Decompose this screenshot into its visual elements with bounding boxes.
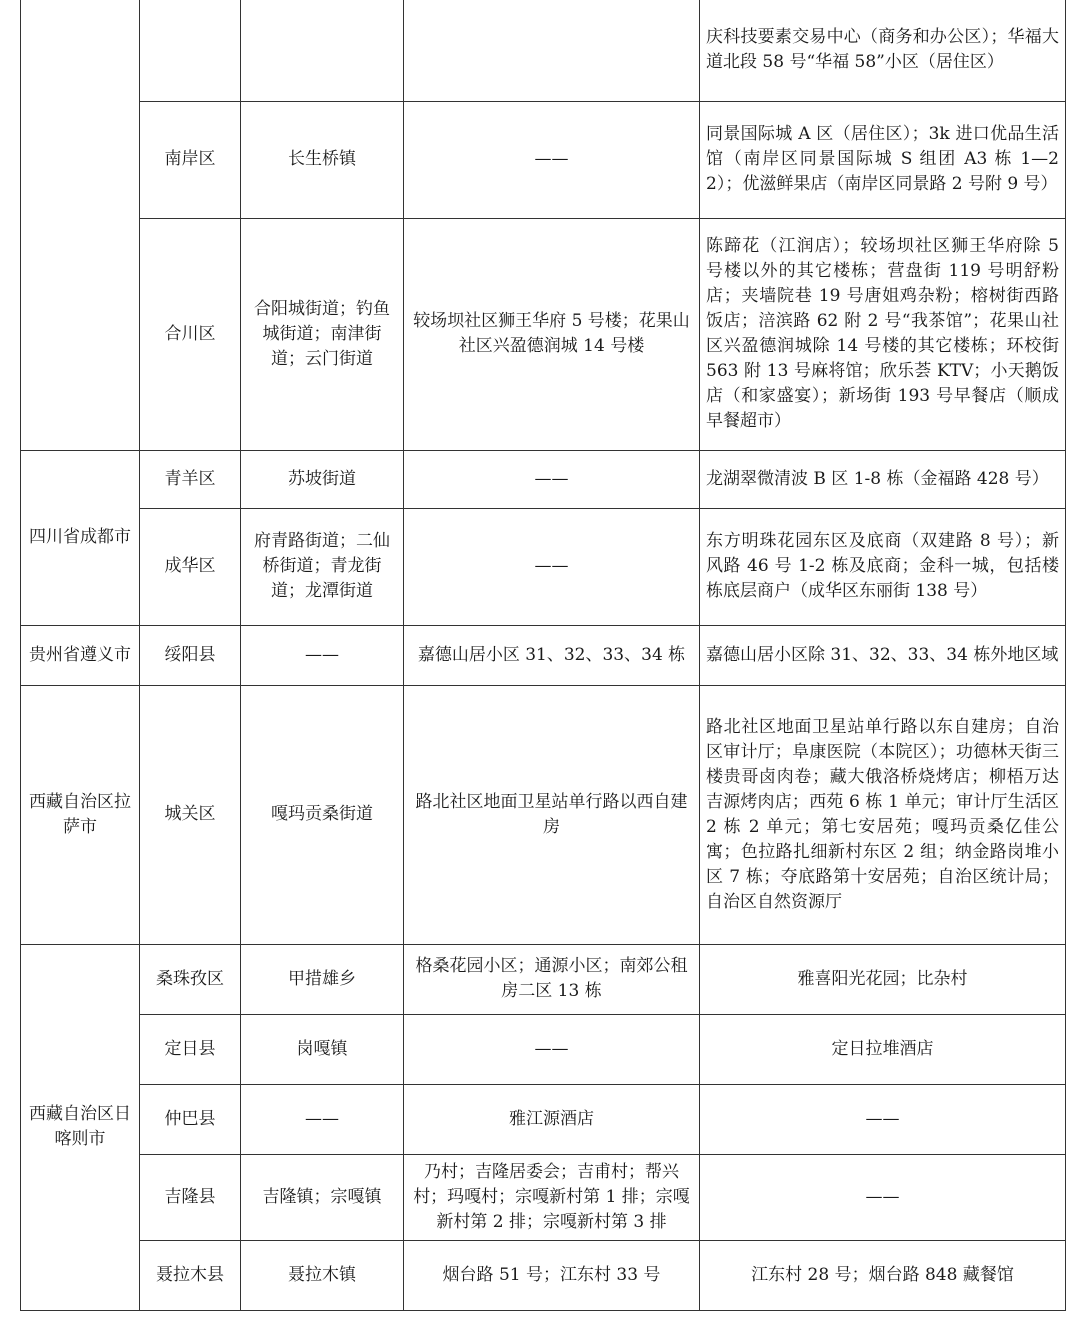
high-risk-cell [404,0,700,101]
mid-risk-cell: —— [700,1154,1066,1240]
district-cell [140,0,241,101]
mid-risk-cell: 同景国际城 A 区（居住区）；3k 进口优品生活馆（南岸区同景国际城 S 组团 A3 栋 1—22）；优滋鲜果店（南岸区同景路 2 号附 9 号） [700,101,1066,218]
table-row [21,508,1066,625]
table-row [21,1240,1066,1310]
street-cell: 苏坡街道 [241,450,404,508]
high-risk-cell: 较场坝社区狮王华府 5 号楼；花果山社区兴盈德润城 14 号楼 [404,218,700,450]
high-risk-cell: 嘉德山居小区 31、32、33、34 栋 [404,625,700,685]
table-row [21,218,1066,450]
mid-risk-cell: 定日拉堆酒店 [700,1014,1066,1084]
table-row [21,685,1066,944]
high-risk-cell: —— [404,450,700,508]
mid-risk-cell: 江东村 28 号；烟台路 848 藏餐馆 [700,1240,1066,1310]
district-cell: 聂拉木县 [140,1240,241,1310]
street-cell: 岗嘎镇 [241,1014,404,1084]
district-cell: 桑珠孜区 [140,944,241,1014]
district-cell: 合川区 [140,218,241,450]
district-cell: 南岸区 [140,101,241,218]
high-risk-cell: 雅江源酒店 [404,1084,700,1154]
table-row [21,625,1066,685]
district-cell: 城关区 [140,685,241,944]
table-row [21,944,1066,1014]
table-row [21,1084,1066,1154]
table-row [21,101,1066,218]
province-cell: 西藏自治区拉萨市 [21,685,140,944]
mid-risk-cell: —— [700,1084,1066,1154]
street-cell: —— [241,1084,404,1154]
district-cell: 青羊区 [140,450,241,508]
district-cell: 绥阳县 [140,625,241,685]
high-risk-cell: 烟台路 51 号；江东村 33 号 [404,1240,700,1310]
street-cell: —— [241,625,404,685]
street-cell: 聂拉木镇 [241,1240,404,1310]
mid-risk-cell: 嘉德山居小区除 31、32、33、34 栋外地区域 [700,625,1066,685]
table-row [21,1154,1066,1240]
mid-risk-cell: 雅喜阳光花园；比杂村 [700,944,1066,1014]
high-risk-cell: —— [404,1014,700,1084]
risk-area-table [20,0,1066,1311]
district-cell: 吉隆县 [140,1154,241,1240]
district-cell: 定日县 [140,1014,241,1084]
high-risk-cell: 乃村；吉隆居委会；吉甫村；帮兴村；玛嘎村；宗嘎新村第 1 排；宗嘎新村第 2 排；宗嘎新村第 3 排 [404,1154,700,1240]
mid-risk-cell: 东方明珠花园东区及底商（双建路 8 号）；新风路 46 号 1-2 栋及底商；金科一城，包括楼栋底层商户（成华区东丽街 138 号） [700,508,1066,625]
province-cell: 四川省成都市 [21,450,140,625]
province-cell: 贵州省遵义市 [21,625,140,685]
mid-risk-cell: 陈蹄花（江润店）；较场坝社区狮王华府除 5 号楼以外的其它楼栋；营盘街 119 号明舒粉店；夹墙院巷 19 号唐姐鸡杂粉；榕树街西路饭店；涪滨路 62 附 2 号“我茶馆”；花果山社区兴盈德润城除 14 号楼的其它楼栋；环校街 563 附 13 号麻将馆；欣乐荟 KTV；小天鹅饭店（和家盛宴）；新场街 193 号早餐店（顺成早餐超市） [700,218,1066,450]
province-cell: 西藏自治区日喀则市 [21,944,140,1310]
province-cell [21,0,140,450]
high-risk-cell: —— [404,101,700,218]
street-cell [241,0,404,101]
street-cell: 嘎玛贡桑街道 [241,685,404,944]
table-row [21,450,1066,508]
street-cell: 吉隆镇；宗嘎镇 [241,1154,404,1240]
street-cell: 府青路街道；二仙桥街道；青龙街道；龙潭街道 [241,508,404,625]
street-cell: 合阳城街道；钓鱼城街道；南津街道；云门街道 [241,218,404,450]
table-row [21,1014,1066,1084]
high-risk-cell: —— [404,508,700,625]
mid-risk-cell: 庆科技要素交易中心（商务和办公区）；华福大道北段 58 号“华福 58”小区（居住区） [700,0,1066,101]
district-cell: 仲巴县 [140,1084,241,1154]
mid-risk-cell: 龙湖翠微清波 B 区 1-8 栋（金福路 428 号） [700,450,1066,508]
street-cell: 甲措雄乡 [241,944,404,1014]
district-cell: 成华区 [140,508,241,625]
high-risk-cell: 格桑花园小区；通源小区；南郊公租房二区 13 栋 [404,944,700,1014]
high-risk-cell: 路北社区地面卫星站单行路以西自建房 [404,685,700,944]
table-row [21,0,1066,101]
street-cell: 长生桥镇 [241,101,404,218]
mid-risk-cell: 路北社区地面卫星站单行路以东自建房；自治区审计厅；阜康医院（本院区）；功德林天街三楼贵哥卤肉卷；藏大俄洛桥烧烤店；柳梧万达吉源烤肉店；西苑 6 栋 1 单元；审计厅生活区 2 栋 2 单元；第七安居苑；嘎玛贡桑亿佳公寓；色拉路扎细新村东区 2 组；纳金路岗堆小区 7 栋；夺底路第十安居苑；自治区统计局；自治区自然资源厅 [700,685,1066,944]
